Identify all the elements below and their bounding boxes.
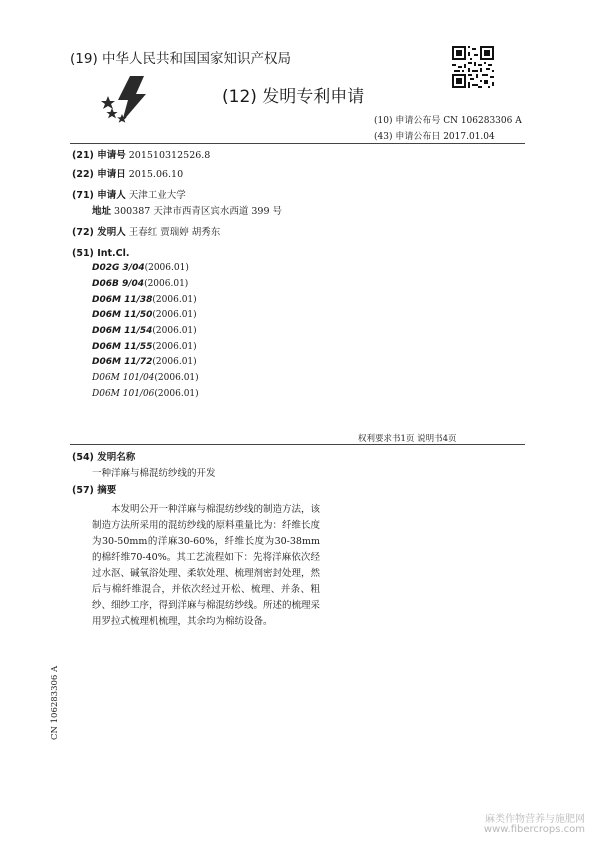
- side-publication-number: CN 106283306 A: [50, 665, 60, 740]
- publication-date: (43) 申请公布日 2017.01.04: [374, 132, 495, 142]
- ipc-entry: D06M 101/04(2006.01): [92, 373, 199, 383]
- divider: [70, 143, 525, 144]
- invention-title: 一种洋麻与棉混纺纱线的开发: [92, 468, 216, 479]
- qr-code-icon: [452, 46, 494, 88]
- ipc-entry: D06M 11/50(2006.01): [92, 310, 197, 320]
- ipc-entry: D06M 11/38(2006.01): [92, 295, 197, 305]
- ipc-entry: D06M 101/06(2006.01): [92, 389, 199, 399]
- ipc-entry: D06M 11/54(2006.01): [92, 326, 197, 336]
- abstract-label: (57) 摘要: [72, 485, 117, 496]
- applicant: 天津工业大学: [128, 190, 186, 201]
- ipc-label: (51) Int.Cl.: [72, 248, 130, 259]
- ipc-entry: D06M 11/72(2006.01): [92, 357, 197, 367]
- ipc-entry: D06M 11/55(2006.01): [92, 342, 197, 352]
- applicant-field: [72, 187, 186, 201]
- field-label: (22) 申请日: [72, 169, 126, 180]
- field-label: 地址: [92, 206, 112, 217]
- field-label: (72) 发明人: [72, 227, 126, 238]
- ipc-entry: D06B 9/04(2006.01): [92, 279, 189, 289]
- application-number: 201510312526.8: [128, 150, 211, 161]
- application-date: 2015.06.10: [128, 169, 184, 180]
- ipc-entry: D02G 3/04(2006.01): [92, 263, 189, 273]
- watermark-url: www.fibercrops.com: [483, 824, 585, 835]
- inventor-field: [72, 224, 220, 238]
- page-count: 权利要求书1页 说明书4页: [358, 434, 457, 444]
- abstract-text: 本发明公开一种洋麻与棉混纺纱线的制造方法，该制造方法所采用的混纺纱线的原料重量比为：纤维长度为30-50mm的洋麻30-60%，纤维长度为30-38mm的棉纤维70-40%。其工艺流程如下：先将洋麻依次经过水沤、碱氧浴处理、柔软处理、梳理剂密封处理，然后与棉纤维混合，并依次经过开松、梳理、并条、粗纱、细纱工序，得到洋麻与棉混纺纱线。所述的梳理采用罗拉式梳理机梳理，其余均为棉纺设备。: [92, 504, 321, 627]
- field-label: (71) 申请人: [72, 190, 126, 201]
- title-label: (54) 发明名称: [72, 452, 136, 463]
- inventors: 王春红 贾瑞婷 胡秀东: [128, 227, 221, 238]
- document-type: (12) 发明专利申请: [222, 87, 365, 107]
- address: 300387 天津市西青区宾水西道 399 号: [114, 206, 283, 217]
- divider: [70, 444, 525, 445]
- sipo-emblem-icon: [100, 74, 154, 124]
- address-field: [92, 203, 282, 217]
- office-name: (19) 中华人民共和国国家知识产权局: [70, 51, 292, 67]
- application-number-field: [72, 147, 210, 161]
- publication-number: (10) 申请公布号 CN 106283306 A: [374, 116, 522, 126]
- field-label: (21) 申请号: [72, 150, 126, 161]
- application-date-field: [72, 166, 183, 180]
- watermark-line: 麻类作物营养与施肥网: [485, 814, 585, 825]
